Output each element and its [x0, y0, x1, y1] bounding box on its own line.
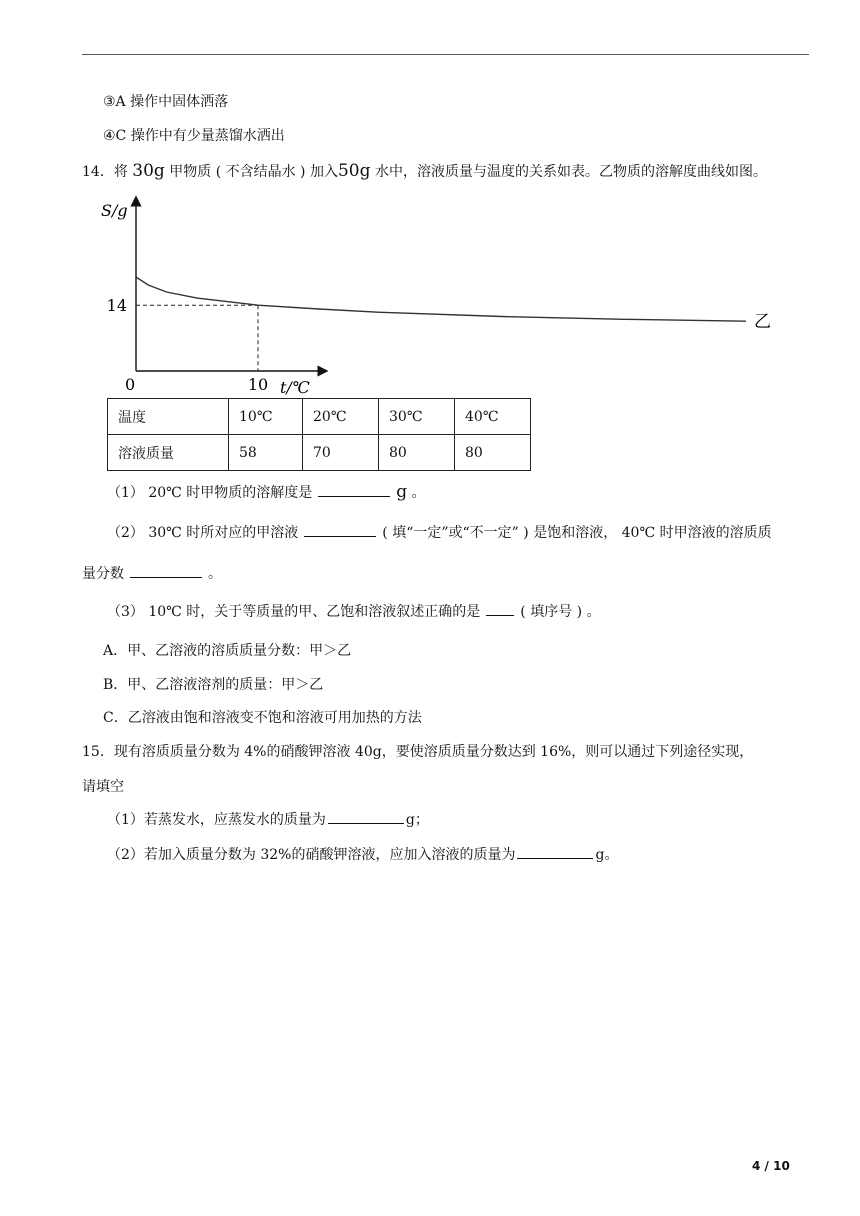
answer-blank[interactable]: [304, 522, 376, 537]
q14-sub2-line1: [107, 522, 772, 542]
series-yi-label: 乙: [754, 312, 771, 333]
q14-sub1: [107, 482, 426, 502]
q14-mass-2: 50g: [337, 161, 371, 181]
table-cell: 80: [379, 435, 455, 471]
q14-mass-1: 30g: [132, 161, 165, 181]
solution-mass-table: [107, 398, 531, 471]
q14-sub2-line2: [82, 563, 222, 583]
table-cell: 温度: [108, 399, 229, 435]
q14-stem: [82, 161, 767, 181]
q15-stem-line2: 请填空: [82, 779, 124, 795]
table-cell: 40℃: [455, 399, 531, 435]
q15-sub1: [107, 809, 429, 829]
table-cell: 58: [229, 435, 303, 471]
answer-blank[interactable]: [486, 601, 514, 616]
y-axis-label: S/g: [101, 201, 128, 220]
q14-number: 14．: [82, 164, 114, 180]
q15-sub2-unit: g。: [595, 847, 619, 863]
q15-stem-line1: [82, 741, 753, 761]
table-row: [108, 435, 531, 471]
q14-sub2-text-a: （2） 30℃ 时所对应的甲溶液: [107, 525, 299, 541]
q15-sub2: [107, 844, 618, 864]
table-cell: 20℃: [303, 399, 379, 435]
solubility-chart: [95, 193, 771, 398]
answer-blank[interactable]: [517, 844, 593, 859]
q14-sub2-end: 。: [208, 566, 222, 582]
page-number: 4 / 10: [752, 1159, 790, 1173]
x-tick-label-10: 10: [247, 375, 269, 394]
series-yi-line: [136, 277, 746, 321]
table-cell: 溶液质量: [108, 435, 229, 471]
x-axis-label: t/℃: [280, 378, 310, 397]
answer-blank[interactable]: [328, 809, 404, 824]
q14-sub1-end: 。: [411, 485, 426, 501]
q14-option-c: C．乙溶液由饱和溶液变不饱和溶液可用加热的方法: [103, 710, 422, 726]
q14-sub2-text-b: ( 填“一定”或“不一定” ) 是饱和溶液， 40℃ 时甲溶液的溶质质: [382, 525, 772, 541]
header-rule: [82, 54, 809, 55]
q14-sub3: [107, 601, 601, 621]
answer-blank[interactable]: [130, 563, 202, 578]
q14-sub2-text-c: 量分数: [82, 566, 124, 582]
q14-sub1-text: （1） 20℃ 时甲物质的溶解度是: [107, 485, 313, 501]
table-cell: 30℃: [379, 399, 455, 435]
q15-text: 现有溶质质量分数为 4%的硝酸钾溶液 40g，要使溶质质量分数达到 16%，则可以通过下列途径实现，: [113, 744, 754, 760]
q14-sub1-unit: g: [396, 482, 408, 502]
prev-item-4: ④C 操作中有少量蒸馏水洒出: [103, 128, 285, 144]
q14-stem-c: 水中，溶液质量与温度的关系如表。乙物质的溶解度曲线如图。: [374, 164, 767, 180]
q14-sub3-text-b: ( 填序号 ) 。: [520, 604, 601, 620]
q15-sub2-text: （2）若加入质量分数为 32%的硝酸钾溶液，应加入溶液的质量为: [107, 847, 516, 863]
q14-sub3-text-a: （3） 10℃ 时，关于等质量的甲、乙饱和溶液叙述正确的是: [107, 604, 481, 620]
q14-stem-b: 甲物质 ( 不含结晶水 ) 加入: [169, 164, 338, 180]
table-row: [108, 399, 531, 435]
q14-option-a: A．甲、乙溶液的溶质质量分数：甲＞乙: [103, 643, 352, 659]
answer-blank[interactable]: [318, 482, 390, 497]
table-cell: 10℃: [229, 399, 303, 435]
q15-sub1-unit: g；: [405, 812, 429, 828]
q14-stem-a: 将: [113, 164, 128, 180]
table-cell: 70: [303, 435, 379, 471]
prev-item-3: ③A 操作中固体洒落: [103, 94, 229, 110]
q15-sub1-text: （1）若蒸发水，应蒸发水的质量为: [107, 812, 326, 828]
table-cell: 80: [455, 435, 531, 471]
y-tick-label-14: 14: [106, 296, 127, 316]
q15-number: 15．: [82, 744, 114, 760]
q14-option-b: B．甲、乙溶液溶剂的质量：甲＞乙: [103, 677, 324, 693]
origin-label: 0: [125, 375, 136, 394]
